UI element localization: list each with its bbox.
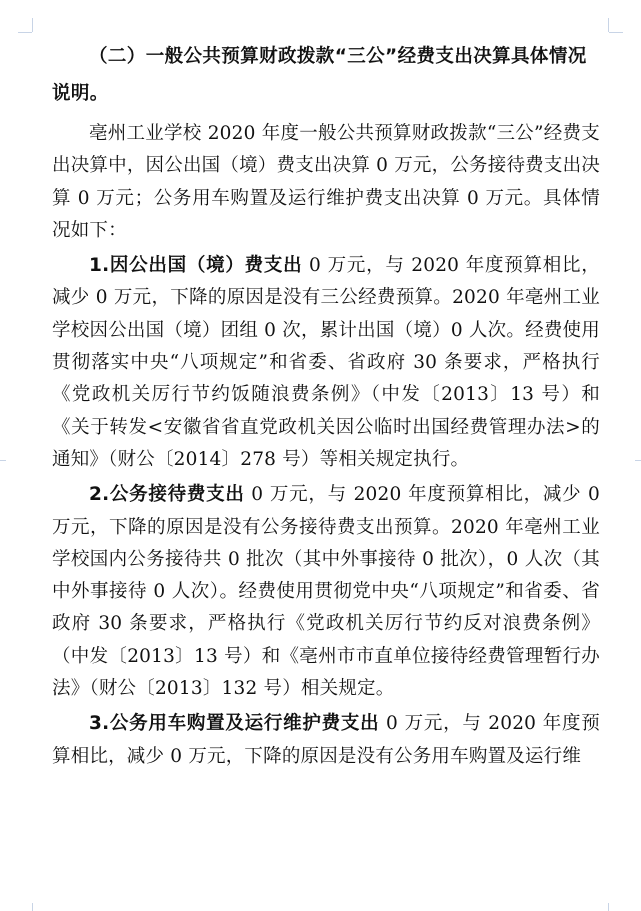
crop-mark xyxy=(0,460,6,461)
paragraph-body: 0 万元，与 2020 年度预算相比，减少 0 万元，下降的原因是没有三公经费预算。2020 年亳州工业学校因公出国（境）团组 0 次，累计出国（境）0 人次。经费使用贯彻落实中央“八项规定”和省委、省政府 30 条要求，严格执行《党政机关厉行节约饭随浪费条例》（中发〔2013〕13 号）和《关于转发<安徽省省直党政机关因公临时出国经费管理办法>的通知》（财公〔2014〕278 号）等相关规定执行。 xyxy=(52,255,601,470)
crop-mark xyxy=(609,32,623,33)
crop-mark xyxy=(608,903,609,911)
paragraph-official-vehicles xyxy=(52,708,600,773)
paragraph-official-reception xyxy=(52,479,600,705)
document-body xyxy=(52,38,600,773)
crop-mark xyxy=(635,460,641,461)
paragraph-title: 3.公务用车购置及运行维护费支出 xyxy=(89,713,380,735)
crop-mark xyxy=(18,32,32,33)
paragraph-body: 0 万元，与 2020 年度预算相比，减少 0 万元，下降的原因是没有公务接待费支出预算。2020 年亳州工业学校国内公务接待共 0 批次（其中外事接待 0 批次），0 人次（其中外事接待 0 人次）。经费使用贯彻党中央“八项规定”和省委、省政府 30 条要求，严格执行《党政机关厉行节约反对浪费条例》（中发〔2013〕13 号）和《亳州市市直单位接待经费管理暂行办法》（财公〔2013〕132 号）相关规定。 xyxy=(52,484,600,700)
intro-paragraph: 亳州工业学校 2020 年度一般公共预算财政拨款“三公”经费支出决算中，因公出国（境）费支出决算 0 万元，公务接待费支出决算 0 万元；公务用车购置及运行维护费支出决算 0 万元。具体情况如下： xyxy=(52,123,600,241)
section-heading: （二）一般公共预算财政拨款“三公”经费支出决算具体情况说明。 xyxy=(52,46,587,104)
paragraph-body: 0 万元，与 2020 年度预算相比，减少 0 万元，下降的原因是没有公务用车购置及运行维 xyxy=(52,713,600,767)
crop-mark xyxy=(32,18,33,32)
crop-mark xyxy=(32,903,33,911)
paragraph-overseas-travel xyxy=(52,250,600,476)
paragraph-title: 2.公务接待费支出 xyxy=(89,484,245,506)
crop-mark xyxy=(608,18,609,32)
paragraph-title: 1.因公出国（境）费支出 xyxy=(89,255,303,277)
